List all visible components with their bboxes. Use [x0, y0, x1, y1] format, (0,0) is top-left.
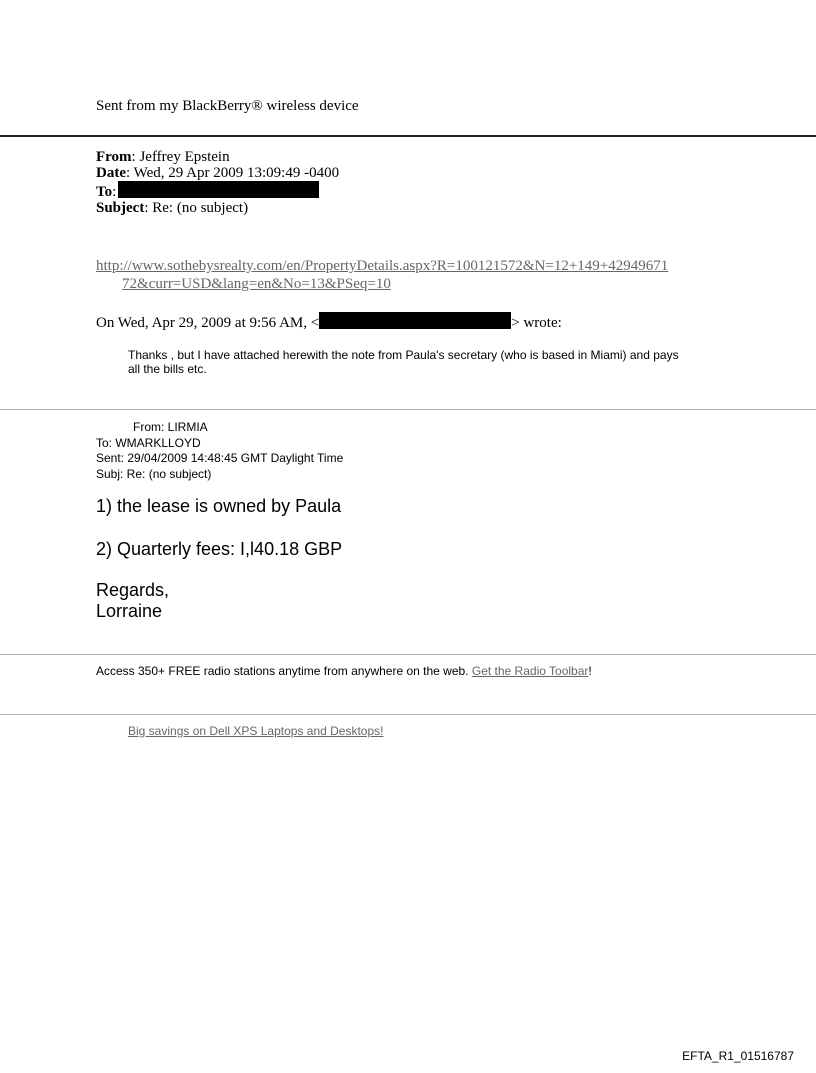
- quote-intro-suffix: > wrote:: [511, 315, 562, 331]
- dell-ad-link[interactable]: Big savings on Dell XPS Laptops and Desktops!: [128, 724, 384, 738]
- radio-ad-exclaim: !: [588, 664, 592, 678]
- email-header: [96, 149, 339, 216]
- closing-regards: Regards,: [96, 580, 170, 600]
- body-item-1: 1) the lease is owned by Paula: [96, 496, 342, 516]
- quote-intro-prefix: On Wed, Apr 29, 2009 at 9:56 AM, <: [96, 315, 320, 331]
- forwarded-from: From: LIRMIA: [133, 420, 208, 434]
- radio-ad: [96, 664, 592, 678]
- from-row: [96, 149, 339, 165]
- to-row: [96, 181, 339, 200]
- forwarded-sent: Sent: 29/04/2009 14:48:45 GMT Daylight Time: [96, 451, 344, 465]
- from-label: From: [96, 149, 132, 165]
- subject-label: Subject: [96, 200, 145, 216]
- blackberry-signature: Sent from my BlackBerry® wireless device: [96, 98, 359, 114]
- forwarded-subject: Subj: Re: (no subject): [96, 466, 212, 481]
- property-link-line-2[interactable]: 72&curr=USD&lang=en&No=13&PSeq=10: [122, 276, 391, 292]
- body-closing: [96, 580, 169, 622]
- to-label: To: [96, 184, 113, 200]
- property-link[interactable]: [96, 257, 668, 293]
- from-value: : Jeffrey Epstein: [131, 149, 230, 165]
- quote-intro: [96, 312, 562, 332]
- date-row: [96, 165, 339, 181]
- forwarded-header: [96, 420, 343, 482]
- forwarded-to: To: WMARKLLOYD: [96, 435, 201, 450]
- radio-toolbar-link[interactable]: Get the Radio Toolbar: [471, 664, 589, 678]
- radio-ad-text: Access 350+ FREE radio stations anytime from anywhere on the web.: [96, 664, 472, 678]
- section-divider: [0, 714, 816, 715]
- redaction-bar: [319, 312, 511, 329]
- quoted-message: [128, 348, 679, 376]
- to-value: :: [112, 184, 117, 200]
- subject-value: : Re: (no subject): [144, 200, 249, 216]
- date-value: : Wed, 29 Apr 2009 13:09:49 -0400: [126, 165, 340, 181]
- quoted-line-2: all the bills etc.: [128, 362, 207, 376]
- subject-row: [96, 200, 339, 216]
- header-divider: [0, 135, 816, 137]
- property-link-line-1[interactable]: http://www.sothebysrealty.com/en/PropertyDetails.aspx?R=100121572&N=12+149+42949671: [96, 258, 669, 274]
- section-divider: [0, 654, 816, 655]
- document-id: EFTA_R1_01516787: [682, 1049, 794, 1063]
- redaction-bar: [118, 181, 319, 198]
- body-item-2: 2) Quarterly fees: I,l40.18 GBP: [96, 539, 343, 559]
- date-label: Date: [96, 165, 126, 181]
- section-divider: [0, 409, 816, 410]
- closing-name: Lorraine: [96, 601, 163, 621]
- quoted-line-1: Thanks , but I have attached herewith the note from Paula's secretary (who is based in Miami) and pays: [128, 348, 679, 362]
